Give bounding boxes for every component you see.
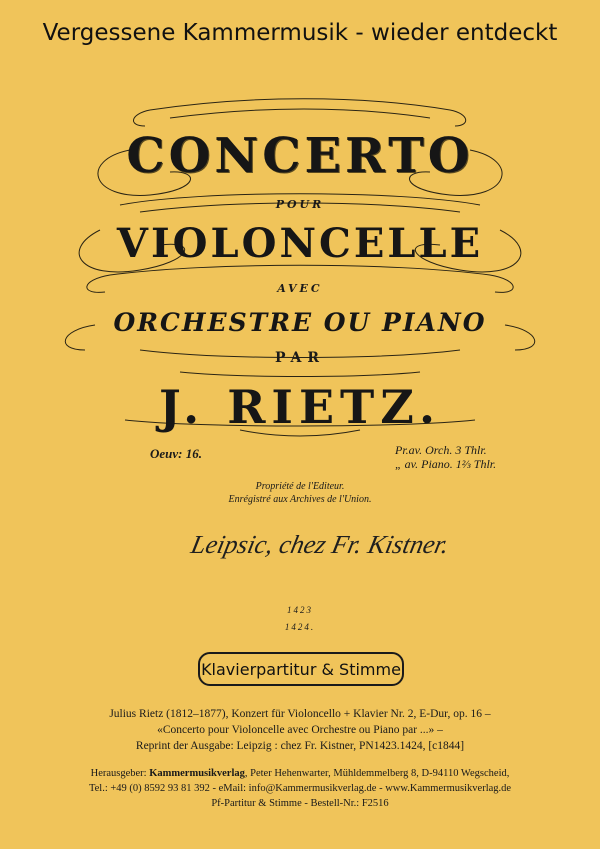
publisher-script: Leipsic, chez Fr. Kistner. bbox=[188, 530, 452, 559]
propriete-line-2: Enrégistré aux Archives de l'Union. bbox=[228, 494, 372, 505]
title-par: PAR bbox=[274, 350, 325, 366]
contact-line: Tel.: +49 (0) 8592 93 81 392 - eMail: info@Kammermusikverlag.de - www.Kammermusikverlag.de bbox=[88, 783, 512, 794]
propriete-note bbox=[0, 480, 600, 506]
title-accompaniment: ORCHESTRE OU PIANO bbox=[113, 308, 487, 337]
plate-number-1: 1423 bbox=[287, 605, 313, 615]
publisher-line bbox=[0, 766, 600, 781]
plate-numbers bbox=[0, 602, 600, 636]
work-info-line-2: «Concerto pour Violoncelle avec Orchestre ou Piano par ...» – bbox=[157, 724, 443, 736]
edition-label-box: Klavierpartitur & Stimme bbox=[198, 652, 404, 686]
publisher-label: Herausgeber: bbox=[90, 768, 147, 779]
title-instrument: VIOLONCELLE bbox=[116, 220, 484, 267]
plate-number-2: 1424. bbox=[284, 622, 316, 632]
price-line-1: Pr.av. Orch. 3 Thlr. bbox=[395, 443, 487, 457]
price-line-2: „ av. Piano. 1⅔ Thlr. bbox=[395, 457, 497, 471]
work-info-line-3: Reprint der Ausgabe: Leipzig : chez Fr. Kistner, PN1423.1424, [c1844] bbox=[135, 740, 465, 752]
title-avec: AVEC bbox=[277, 282, 323, 295]
work-info-line-1: Julius Rietz (1812–1877), Konzert für Violoncello + Klavier Nr. 2, E-Dur, op. 16 – bbox=[109, 708, 491, 720]
title-composer: J. RIETZ. bbox=[158, 380, 442, 434]
opus-number: Oeuv: 16. bbox=[150, 446, 202, 461]
publisher-info bbox=[0, 766, 600, 811]
order-line: Pf-Partitur & Stimme - Bestell-Nr.: F2516 bbox=[211, 798, 389, 809]
work-info bbox=[0, 706, 600, 754]
price-info bbox=[395, 443, 496, 471]
series-title: Vergessene Kammermusik - wieder entdeckt bbox=[42, 20, 558, 46]
propriete-line-1: Propriété de l'Editeur. bbox=[255, 481, 345, 492]
title-pour: POUR bbox=[275, 198, 325, 211]
publisher-address: , Peter Hehenwarter, Mühldemmelberg 8, D-94110 Wegscheid, bbox=[244, 768, 510, 779]
publisher-name: Kammermusikverlag bbox=[149, 768, 245, 779]
title-concerto: CONCERTO bbox=[126, 128, 474, 184]
